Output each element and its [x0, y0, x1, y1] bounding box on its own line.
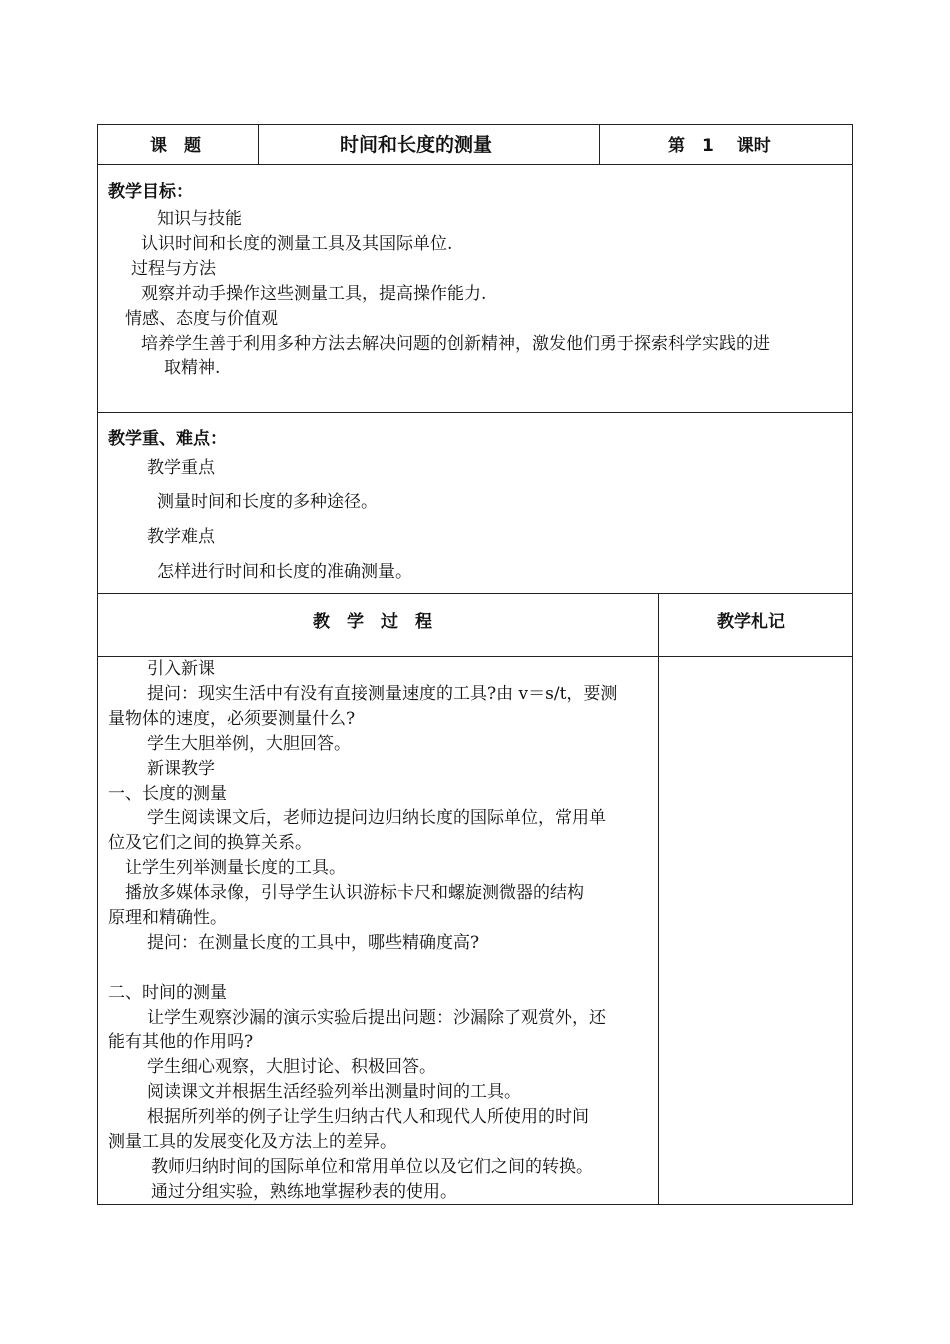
topic-title: 时间和长度的测量	[340, 134, 493, 156]
process-line: 一、长度的测量	[108, 784, 227, 804]
process-line: 原理和精确性。	[108, 908, 227, 928]
lesson-label: 第 1 课时	[668, 136, 771, 156]
process-line: 提问：在测量长度的工具中，哪些精确度高?	[147, 933, 480, 953]
key-point-line: 怎样进行时间和长度的准确测量。	[157, 562, 412, 582]
key-point-line: 测量时间和长度的多种途径。	[157, 492, 378, 512]
header-divider-2	[599, 124, 600, 165]
objective-line: 观察并动手操作这些测量工具，提高操作能力.	[141, 284, 487, 304]
header-divider-1	[258, 124, 259, 165]
process-line: 提问：现实生活中有没有直接测量速度的工具?由 v＝s/t，要测	[147, 684, 618, 704]
process-line: 教师归纳时间的国际单位和常用单位以及它们之间的转换。	[151, 1157, 593, 1177]
process-line: 根据所列举的例子让学生归纳古代人和现代人所使用的时间	[147, 1107, 589, 1127]
objective-line: 情感、态度与价值观	[125, 309, 278, 329]
process-line: 通过分组实验，熟练地掌握秒表的使用。	[151, 1182, 457, 1202]
process-line: 播放多媒体录像，引导学生认识游标卡尺和螺旋测微器的结构	[125, 883, 584, 903]
objective-line: 知识与技能	[157, 209, 242, 229]
process-line: 让学生观察沙漏的演示实验后提出问题：沙漏除了观赏外，还	[147, 1008, 606, 1028]
process-line: 能有其他的作用吗?	[108, 1032, 254, 1052]
objective-line: 过程与方法	[131, 259, 216, 279]
objective-line: 取精神.	[164, 358, 221, 378]
notes-heading: 教学札记	[717, 612, 785, 632]
topic-label: 课 题	[150, 136, 201, 156]
process-line: 位及它们之间的换算关系。	[108, 833, 312, 853]
process-line: 学生大胆举例，大胆回答。	[147, 734, 351, 754]
process-line: 新课教学	[147, 759, 215, 779]
process-line: 量物体的速度，必须要测量什么?	[108, 709, 356, 729]
notes-column	[658, 656, 659, 1205]
process-header-divider	[658, 593, 659, 657]
process-line: 二、时间的测量	[108, 983, 227, 1003]
process-line: 学生细心观察，大胆讨论、积极回答。	[147, 1057, 436, 1077]
process-line: 阅读课文并根据生活经验列举出测量时间的工具。	[147, 1082, 521, 1102]
process-line: 让学生列举测量长度的工具。	[125, 858, 346, 878]
key-points-heading: 教学重、难点：	[108, 429, 227, 449]
process-line: 学生阅读课文后，老师边提问边归纳长度的国际单位，常用单	[147, 808, 606, 828]
key-point-line: 教学重点	[147, 458, 215, 478]
key-point-line: 教学难点	[147, 527, 215, 547]
process-line: 测量工具的发展变化及方法上的差异。	[108, 1132, 397, 1152]
objective-line: 认识时间和长度的测量工具及其国际单位.	[141, 234, 453, 254]
objectives-heading: 教学目标：	[108, 182, 193, 202]
process-heading: 教 学 过 程	[313, 612, 432, 632]
process-line: 引入新课	[147, 659, 215, 679]
objective-line: 培养学生善于利用多种方法去解决问题的创新精神，激发他们勇于探索科学实践的进	[141, 334, 770, 354]
